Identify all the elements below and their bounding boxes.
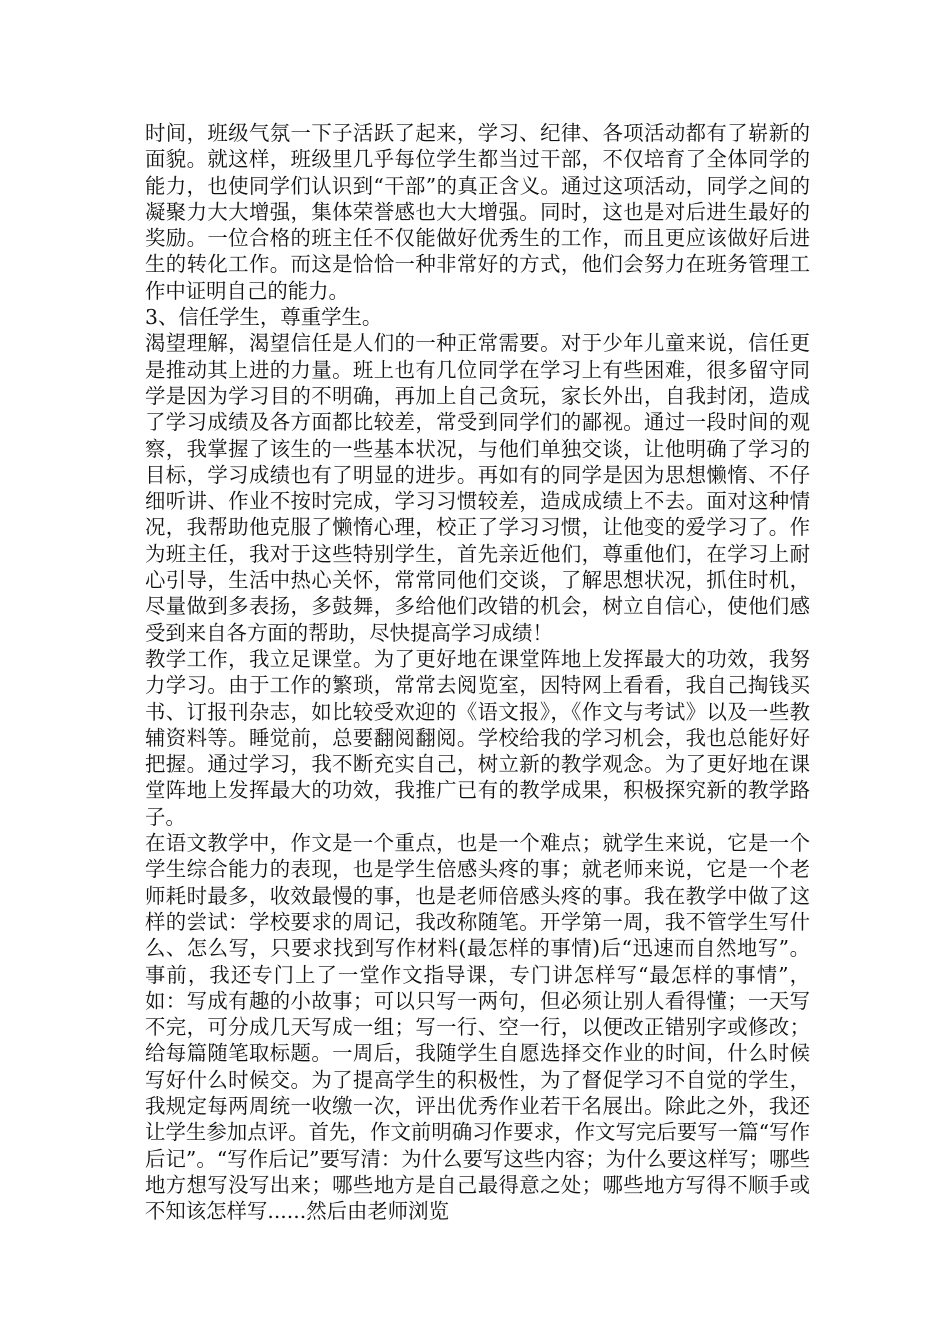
paragraph-teaching-work: 教学工作，我立足课堂。为了更好地在课堂阵地上发挥最大的功效，我努力学习。由于工作的繁琐，常常去阅览室，因特网上看看，我自己掏钱买书、订报刊杂志，如比较受欢迎的《语文报》，《作文与考试》以及一些教辅资料等。睡觉前，总要翻阅翻阅。学校给我的学习机会，我也总能好好把握。通过学习，我不断充实自己，树立新的教学观念。为了更好地在课堂阵地上发挥最大的功效，我推广已有的教学成果，积极探究新的教学路子。: [145, 646, 810, 829]
section-heading-trust: 3、信任学生，尊重学生。: [145, 305, 383, 330]
paragraph-composition-teaching: 在语文教学中，作文是一个重点，也是一个难点；就学生来说，它是一个学生综合能力的表现，也是学生倍感头疼的事；就老师来说，它是一个老师耗时最多，收效最慢的事，也是老师倍感头疼的事。我在教学中做了这样的尝试：学校要求的周记，我改称随笔。开学第一周，我不管学生写什么、怎么写，只要求找到写作材料(最怎样的事情)后“迅速而自然地写”。事前，我还专门上了一堂作文指导课，专门讲怎样写“最怎样的事情”，如：写成有趣的小故事；可以只写一两句，但必须让别人看得懂；一天写不完，可分成几天写成一组；写一行、空一行，以便改正错别字或修改；给每篇随笔取标题。一周后，我随学生自愿选择交作业的时间，什么时候写好什么时候交。为了提高学生的积极性，为了督促学习不自觉的学生，我规定每两周统一收缴一次，评出优秀作业若干名展出。除此之外，我还让学生参加点评。首先，作文前明确习作要求，作文写完后要写一篇“写作后记”。“写作后记”要写清：为什么要写这些内容；为什么要这样写；哪些地方想写没写出来；哪些地方是自己最得意之处；哪些地方写得不顺手或不知该怎样写......然后由老师浏览: [145, 831, 810, 1224]
paragraph-trust-students: 渴望理解，渴望信任是人们的一种正常需要。对于少年儿童来说，信任更是推动其上进的力量。班上也有几位同学在学习上有些困难，很多留守同学是因为学习目的不明确，再加上自己贪玩，家长外出，自我封闭，造成了学习成绩及各方面都比较差，常受到同学们的鄙视。通过一段时间的观察，我掌握了该生的一些基本状况，与他们单独交谈，让他明确了学习的目标，学习成绩也有了明显的进步。再如有的同学是因为思想懒惰、不仔细听讲、作业不按时完成，学习习惯较差，造成成绩上不去。面对这种情况，我帮助他克服了懒惰心理，校正了学习习惯，让他变的爱学习了。作为班主任，我对于这些特别学生，首先亲近他们，尊重他们，在学习上耐心引导，生活中热心关怀，常常同他们交谈，了解思想状况，抓住时机，尽量做到多表扬，多鼓舞，多给他们改错的机会，树立自信心，使他们感受到来自各方面的帮助，尽快提高学习成绩！: [145, 331, 810, 645]
document-body: [145, 120, 810, 1224]
paragraph-class-cadre: 时间，班级气氛一下子活跃了起来，学习、纪律、各项活动都有了崭新的面貌。就这样，班级里几乎每位学生都当过干部，不仅培育了全体同学的能力，也使同学们认识到“干部”的真正含义。通过这项活动，同学之间的凝聚力大大增强，集体荣誉感也大大增强。同时，这也是对后进生最好的奖励。一位合格的班主任不仅能做好优秀生的工作，而且更应该做好后进生的转化工作。而这是恰恰一种非常好的方式，他们会努力在班务管理工作中证明自己的能力。: [145, 121, 810, 303]
